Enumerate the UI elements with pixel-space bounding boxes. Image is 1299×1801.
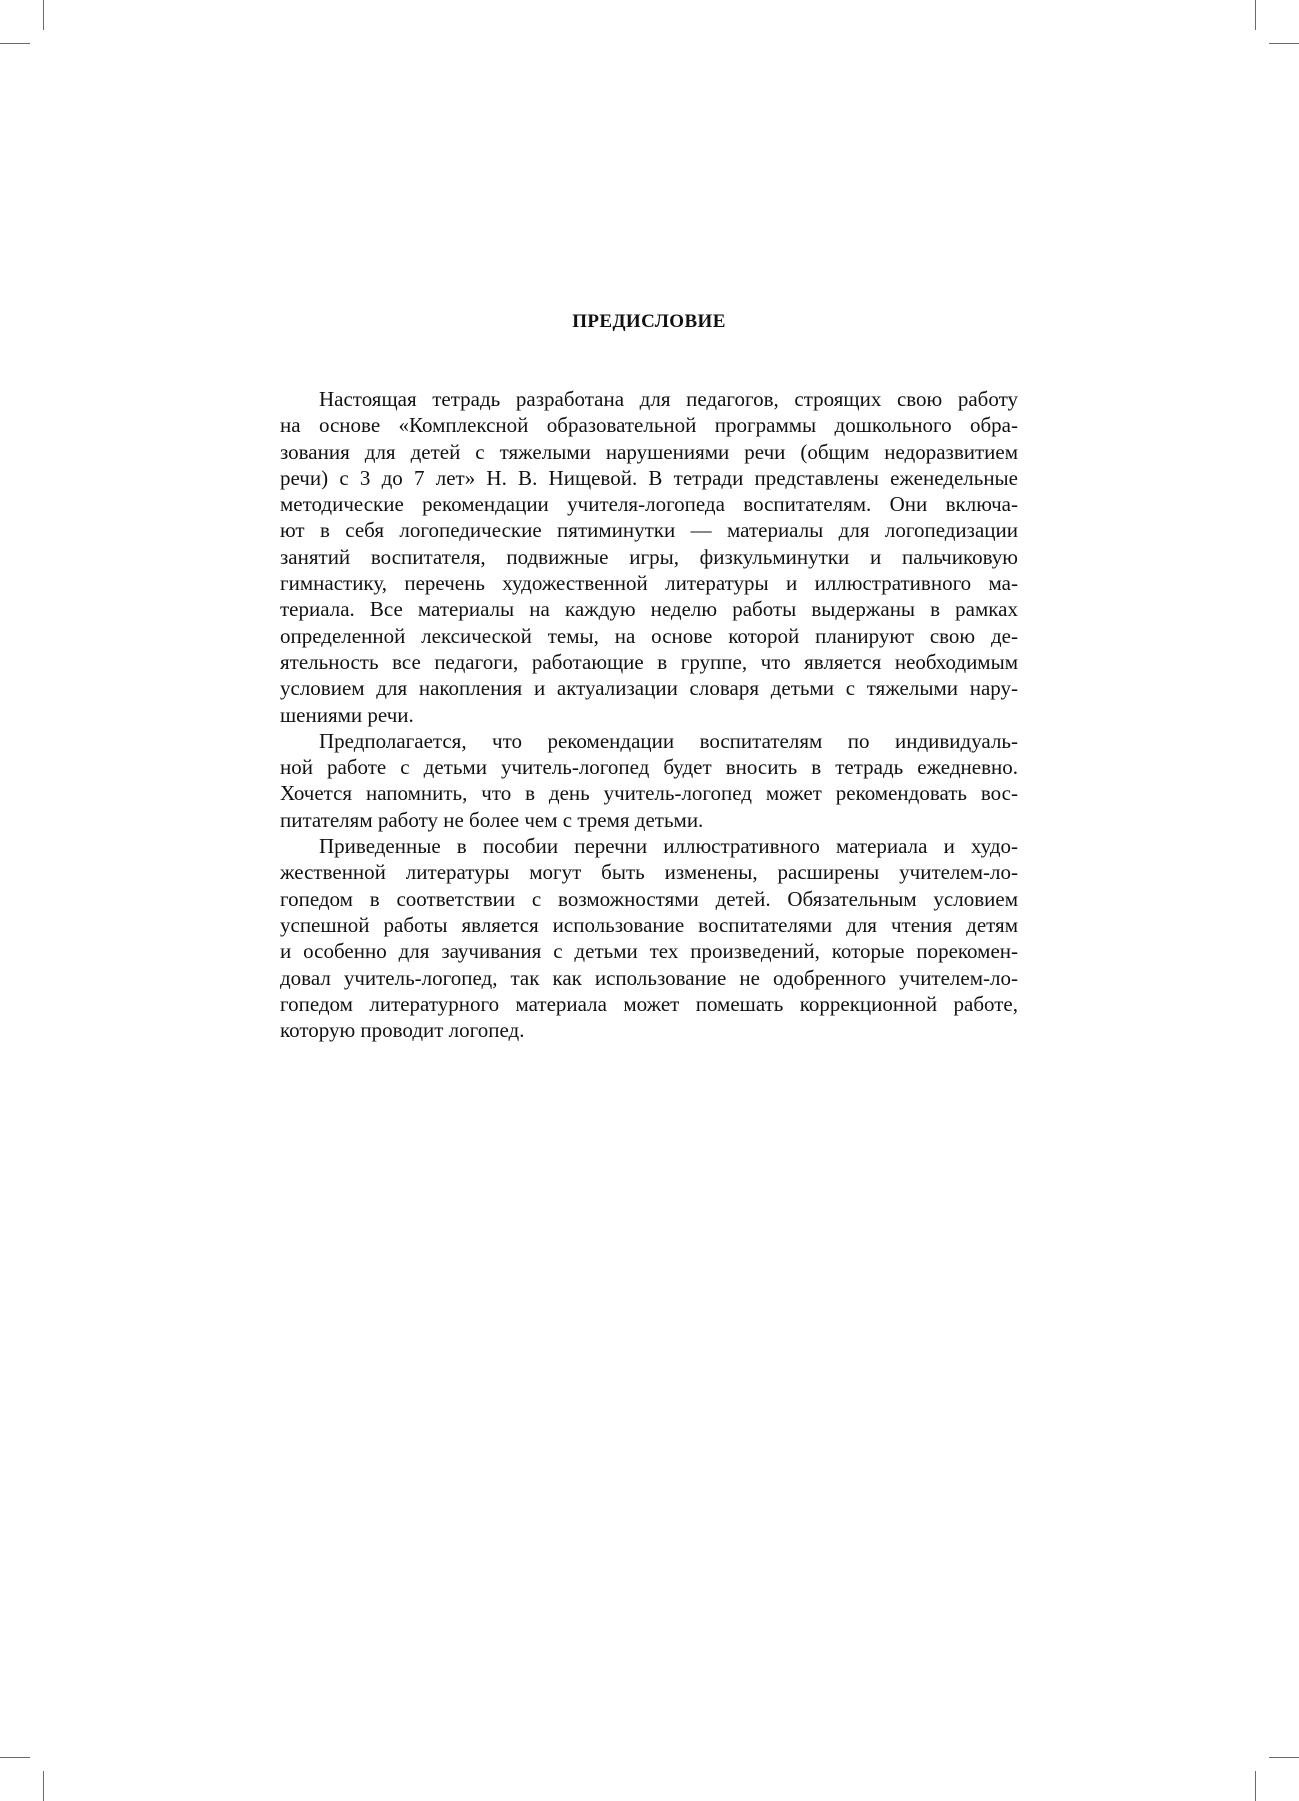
text-line: Хочется напомнить, что в день учитель-логопед может рекомендовать вос- xyxy=(280,781,1018,806)
text-line: шениями речи. xyxy=(280,702,414,727)
text-line: речи) с 3 до 7 лет» Н. В. Нищевой. В тетради представлены еженедельные xyxy=(280,465,1018,490)
page-title: ПРЕДИСЛОВИЕ xyxy=(572,311,726,332)
text-line: занятий воспитателя, подвижные игры, физкульминутки и пальчиковую xyxy=(280,544,1018,569)
text-line: Предполагается, что рекомендации воспитателям по индивидуаль- xyxy=(319,728,1018,753)
paragraph xyxy=(280,833,1018,1043)
text-line: которую проводит логопед. xyxy=(280,1018,525,1043)
text-line: условием для накопления и актуализации словаря детьми с тяжелыми нару- xyxy=(280,676,1018,701)
body-text xyxy=(280,386,1018,1043)
text-line: определенной лексической темы, на основе которой планируют свою де- xyxy=(280,623,1018,648)
text-line: гимнастику, перечень художественной литературы и иллюстративного ма- xyxy=(280,571,1018,596)
text-line: зования для детей с тяжелыми нарушениями речи (общим недоразвитием xyxy=(280,439,1018,464)
text-line: успешной работы является использование воспитателями для чтения детям xyxy=(280,912,1018,937)
text-line: териала. Все материалы на каждую неделю работы выдержаны в рамках xyxy=(280,597,1018,622)
text-line: довал учитель-логопед, так как использование не одобренного учителем-ло- xyxy=(280,965,1018,990)
text-line: ятельность все педагоги, работающие в группе, что является необходимым xyxy=(280,649,1018,674)
text-line: ют в себя логопедические пятиминутки — материалы для логопедизации xyxy=(280,518,1018,543)
page-content xyxy=(280,308,1018,1043)
crop-mark-bottom-left-vertical xyxy=(43,1771,44,1801)
crop-mark-top-left-vertical xyxy=(43,0,44,30)
text-line: гопедом в соответствии с возможностями детей. Обязательным условием xyxy=(280,886,1018,911)
text-line: гопедом литературного материала может помешать коррекционной работе, xyxy=(280,991,1018,1016)
crop-mark-top-left-horizontal xyxy=(0,43,30,44)
text-line: ной работе с детьми учитель-логопед будет вносить в тетрадь ежедневно. xyxy=(280,755,1018,780)
text-line: и особенно для заучивания с детьми тех произведений, которые порекомен- xyxy=(280,939,1018,964)
crop-mark-bottom-right-horizontal xyxy=(1269,1757,1299,1758)
paragraph xyxy=(280,728,1018,833)
text-line: питателям работу не более чем с тремя детьми. xyxy=(280,807,704,832)
text-line: на основе «Комплексной образовательной программы дошкольного обра- xyxy=(280,413,1018,438)
text-line: жественной литературы могут быть изменены, расширены учителем-ло- xyxy=(280,860,1018,885)
crop-mark-bottom-right-vertical xyxy=(1255,1771,1256,1801)
paragraph xyxy=(280,386,1018,728)
text-line: Приведенные в пособии перечни иллюстративного материала и худо- xyxy=(319,834,1018,859)
text-line: методические рекомендации учителя-логопеда воспитателям. Они включа- xyxy=(280,492,1018,517)
crop-mark-bottom-left-horizontal xyxy=(0,1757,30,1758)
crop-mark-top-right-vertical xyxy=(1255,0,1256,30)
text-line: Настоящая тетрадь разработана для педагогов, строящих свою работу xyxy=(319,387,1018,411)
crop-mark-top-right-horizontal xyxy=(1269,43,1299,44)
